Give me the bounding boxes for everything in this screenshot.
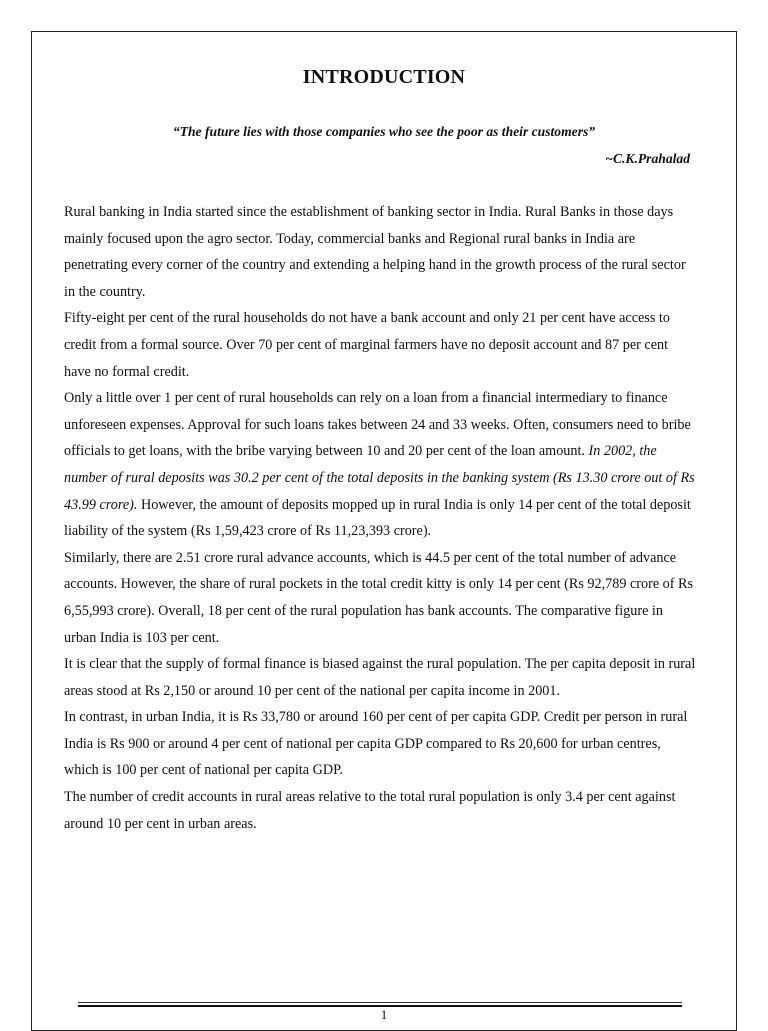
epigraph-attribution: ~C.K.Prahalad <box>605 151 690 166</box>
page-number: 1 <box>380 1007 388 1022</box>
paragraph: It is clear that the supply of formal finance is biased against the rural population. The per capita deposit in rural areas stood at Rs 2,150 or around 10 per cent of the national per capita income in 2001. <box>64 656 696 699</box>
paragraph-text: Fifty-eight per cent of the rural households do not have a bank account and only 21 per cent have access to credit from a formal source. Over 70 per cent of marginal farmers have no deposit account and 87 per cent have no formal credit. <box>64 310 670 380</box>
paragraph: In contrast, in urban India, it is Rs 33,780 or around 160 per cent of per capita GDP. Credit per person in rural India is Rs 900 or around 4 per cent of national per capita GDP compared to Rs 20,600 for urban centres, which is 100 per cent of national per capita GDP. <box>64 709 688 779</box>
paragraph <box>64 385 696 545</box>
paragraph: Similarly, there are 2.51 crore rural advance accounts, which is 44.5 per cent of the total number of advance accounts. However, the share of rural pockets in the total credit kitty is only 14 per cent (Rs 92,789 crore of Rs 6,55,993 crore). Overall, 18 per cent of the rural population has bank accounts. The comparative figure in urban India is 103 per cent. <box>64 549 694 646</box>
paragraph: The number of credit accounts in rural areas relative to the total rural population is only 3.4 per cent against around 10 per cent in urban areas. <box>64 789 676 832</box>
paragraph: Rural banking in India started since the establishment of banking sector in India. Rural Banks in those days mainly focused upon the agro sector. Today, commercial banks and Regional rural banks in India are penetrating every corner of the country and extending a helping hand in the growth process of the rural sector in the country. <box>64 204 686 300</box>
epigraph-quote: “The future lies with those companies who see the poor as their customers” <box>172 124 596 139</box>
italic-statistic: In 2002, the number of rural deposits was 30.2 per cent of the total deposits in the banking system (Rs 13.30 crore out of Rs 43.99 crore). <box>64 443 695 513</box>
page-title: INTRODUCTION <box>302 66 466 88</box>
paragraph <box>64 305 696 385</box>
footer-rule <box>78 1002 682 1003</box>
body-text <box>64 199 696 837</box>
paragraph-text: However, the amount of deposits mopped up in rural India is only 14 per cent of the total deposit liability of the system (Rs 1,59,423 crore of Rs 11,23,393 crore). <box>64 496 691 540</box>
paragraph-text: Only a little over 1 per cent of rural households can rely on a loan from a financial intermediary to finance unforeseen expenses. Approval for such loans takes between 24 and 33 weeks. Often, consumers need to bribe officials to get loans, with the bribe varying between 10 and 20 per cent of the loan amount. <box>64 390 691 460</box>
